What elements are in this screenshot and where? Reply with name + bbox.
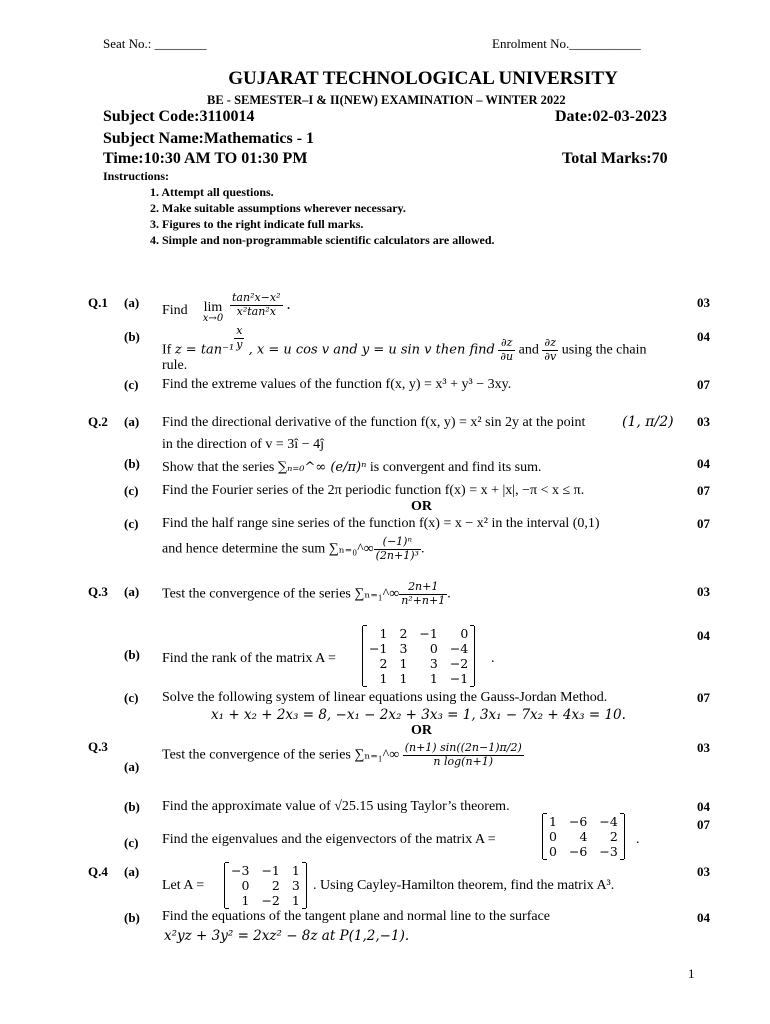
question-number: Q.1 <box>88 295 108 310</box>
matrix-cell: 1 <box>291 863 300 878</box>
marks: 07 <box>697 690 710 705</box>
matrix-cell: −1 <box>449 671 469 686</box>
marks: 07 <box>697 516 710 531</box>
matrix-cell: 1 <box>399 671 408 686</box>
matrix-cell: 1 <box>549 814 557 829</box>
question-text: Show that the series ∑ₙ₌₀^∞ (e/π)ⁿ is convergent and find its sum. <box>162 460 542 475</box>
exam-time: Time:10:30 AM TO 01:30 PM <box>103 150 308 167</box>
matrix-cell: −6 <box>568 814 588 829</box>
matrix-row <box>363 656 474 671</box>
part-label: (b) <box>124 456 140 471</box>
part-label: (a) <box>124 414 140 429</box>
surface-equation: x²yz + 3y² = 2xz² − 8z at P(1,2,−1). <box>164 928 410 944</box>
matrix-cell: 3 <box>399 641 408 656</box>
question-text: Find the equations of the tangent plane and normal line to the surface <box>162 909 550 924</box>
question-number: Q.3 <box>88 584 108 599</box>
part-label: (a) <box>124 584 140 599</box>
matrix-row <box>363 626 474 641</box>
matrix-row <box>225 893 306 908</box>
question-number: Q.2 <box>88 414 108 429</box>
eigen-matrix <box>542 814 625 859</box>
matrix-cell: −1 <box>419 626 438 641</box>
marks: 04 <box>697 329 710 344</box>
matrix-cell: 0 <box>429 641 438 656</box>
question-text: . Using Cayley-Hamilton theorem, find the matrix A³. <box>313 878 615 893</box>
matrix-cell: 0 <box>460 626 469 641</box>
matrix-cell: 1 <box>399 656 408 671</box>
question-text: Find the extreme values of the function f(x, y) = x³ + y³ − 3xy. <box>162 377 512 392</box>
limit-fraction: $\frac{\text{tan²x−x²}}{\text{x²tan²x}}$ . <box>232 291 291 318</box>
marks: 07 <box>697 377 710 392</box>
cayley-hamilton-matrix <box>224 863 307 908</box>
punctuation: . <box>636 832 640 847</box>
matrix-cell: −4 <box>449 641 469 656</box>
matrix-cell: 3 <box>291 878 300 893</box>
part-label: (b) <box>124 329 140 344</box>
matrix-cell: −6 <box>568 844 588 859</box>
page-number: 1 <box>688 966 695 981</box>
matrix-cell: 2 <box>271 878 280 893</box>
marks: 07 <box>697 817 710 832</box>
exam-title: BE - SEMESTER–I & II(NEW) EXAMINATION – WINTER 2022 <box>207 93 566 107</box>
marks: 03 <box>697 584 710 599</box>
punctuation: . <box>491 651 495 666</box>
matrix-cell: −1 <box>369 641 388 656</box>
part-label: (c) <box>124 516 139 531</box>
matrix-cell: 1 <box>241 893 250 908</box>
marks: 03 <box>697 414 710 429</box>
part-label: (a) <box>124 295 140 310</box>
question-number: Q.3 <box>88 739 108 754</box>
matrix-cell: 1 <box>379 626 388 641</box>
part-label: (c) <box>124 483 139 498</box>
question-text: Test the convergence of the series ∑ₙ₌₁^∞ $\frac{(n+1) \sin((2n-1)\pi/2)}{\text{n log(n+1)}}$ <box>162 741 522 768</box>
part-label: (c) <box>124 690 139 705</box>
part-label: (b) <box>124 647 140 662</box>
point-coordinates: (1, π/2) <box>622 414 674 430</box>
marks: 04 <box>697 456 710 471</box>
question-text: rule. <box>162 358 188 373</box>
matrix-cell: 0 <box>549 829 557 844</box>
matrix-cell: 1 <box>291 893 300 908</box>
matrix-cell: −4 <box>599 814 618 829</box>
equation-system: x₁ + x₂ + 2x₃ = 8, −x₁ − 2x₂ + 3x₃ = 1, 3x₁ − 7x₂ + 4x₃ = 10. <box>211 707 626 723</box>
question-number: Q.4 <box>88 864 108 879</box>
marks: 07 <box>697 483 710 498</box>
total-marks: Total Marks:70 <box>562 150 668 167</box>
marks: 03 <box>697 864 710 879</box>
part-label: (b) <box>124 799 140 814</box>
question-text: Find the directional derivative of the function f(x, y) = x² sin 2y at the point <box>162 415 586 430</box>
part-label: (a) <box>124 759 140 774</box>
matrix-cell: 2 <box>379 656 388 671</box>
instruction-item: 4. Simple and non-programmable scientific calculators are allowed. <box>150 233 495 247</box>
matrix-row <box>543 844 624 859</box>
matrix-cell: 1 <box>429 671 438 686</box>
limit-operator: lim x→0 <box>202 300 224 324</box>
instruction-item: 2. Make suitable assumptions wherever necessary. <box>150 201 406 215</box>
matrix-row <box>363 641 474 656</box>
matrix-cell: −3 <box>231 863 250 878</box>
matrix-cell: 1 <box>379 671 388 686</box>
question-text: Let A = <box>162 878 205 893</box>
question-text: If z = tan⁻¹ $\frac{x}{y}$ , x = u cos v and y = u sin v then find $\frac{\partial z}{\partial u}$ and $\frac{\partial z}{\partial v}$ using the chain <box>162 324 647 363</box>
matrix-row <box>543 829 624 844</box>
matrix-cell: −2 <box>449 656 469 671</box>
marks: 04 <box>697 799 710 814</box>
question-text: in the direction of v = 3î − 4ĵ <box>162 437 324 452</box>
matrix-cell: −3 <box>599 844 618 859</box>
question-text: and hence determine the sum ∑ₙ₌₀^∞ $\frac{\text{(−1)ⁿ}}{\text{(2n+1)³}}$ . <box>162 535 425 562</box>
instructions-label: Instructions: <box>103 169 170 183</box>
matrix-cell: 0 <box>241 878 250 893</box>
rank-matrix <box>362 626 475 686</box>
matrix-cell: 4 <box>579 829 588 844</box>
instruction-item: 3. Figures to the right indicate full marks. <box>150 217 364 231</box>
subject-code: Subject Code:3110014 <box>103 108 255 125</box>
marks: 04 <box>697 628 710 643</box>
university-title: GUJARAT TECHNOLOGICAL UNIVERSITY <box>228 68 618 89</box>
part-label: (a) <box>124 864 140 879</box>
enrolment-number: Enrolment No.___________ <box>492 36 641 51</box>
matrix-cell: 2 <box>399 626 408 641</box>
question-text: Find the half range sine series of the function f(x) = x − x² in the interval (0,1) <box>162 516 600 531</box>
marks: 03 <box>697 740 710 755</box>
question-text: Solve the following system of linear equations using the Gauss-Jordan Method. <box>162 690 608 705</box>
part-label: (c) <box>124 835 139 850</box>
seat-number: Seat No.: ________ <box>103 36 207 51</box>
question-text: Find the eigenvalues and the eigenvectors of the matrix A = <box>162 832 496 847</box>
matrix-row <box>363 671 474 686</box>
question-text: Test the convergence of the series ∑ₙ₌₁^∞ $\frac{2n+1}{\text{n²+n+1}}$ . <box>162 580 451 607</box>
matrix-row <box>225 863 306 878</box>
question-text: Find the Fourier series of the 2π periodic function f(x) = x + |x|, −π < x ≤ π. <box>162 483 585 498</box>
marks: 04 <box>697 910 710 925</box>
matrix-cell: 3 <box>429 656 438 671</box>
part-label: (c) <box>124 377 139 392</box>
question-text: Find <box>162 303 188 318</box>
question-text: Find the approximate value of √25.15 using Taylor’s theorem. <box>162 799 510 814</box>
marks: 03 <box>697 295 710 310</box>
instruction-item: 1. Attempt all questions. <box>150 185 274 199</box>
matrix-row <box>225 878 306 893</box>
matrix-row <box>543 814 624 829</box>
matrix-cell: 2 <box>609 829 618 844</box>
part-label: (b) <box>124 910 140 925</box>
or-separator: OR <box>411 723 432 738</box>
matrix-cell: −1 <box>261 863 280 878</box>
or-separator: OR <box>411 499 432 514</box>
matrix-cell: 0 <box>549 844 557 859</box>
exam-date: Date:02-03-2023 <box>555 108 667 125</box>
subject-name: Subject Name:Mathematics - 1 <box>103 130 315 147</box>
matrix-cell: −2 <box>261 893 280 908</box>
question-text: Find the rank of the matrix A = <box>162 651 336 666</box>
